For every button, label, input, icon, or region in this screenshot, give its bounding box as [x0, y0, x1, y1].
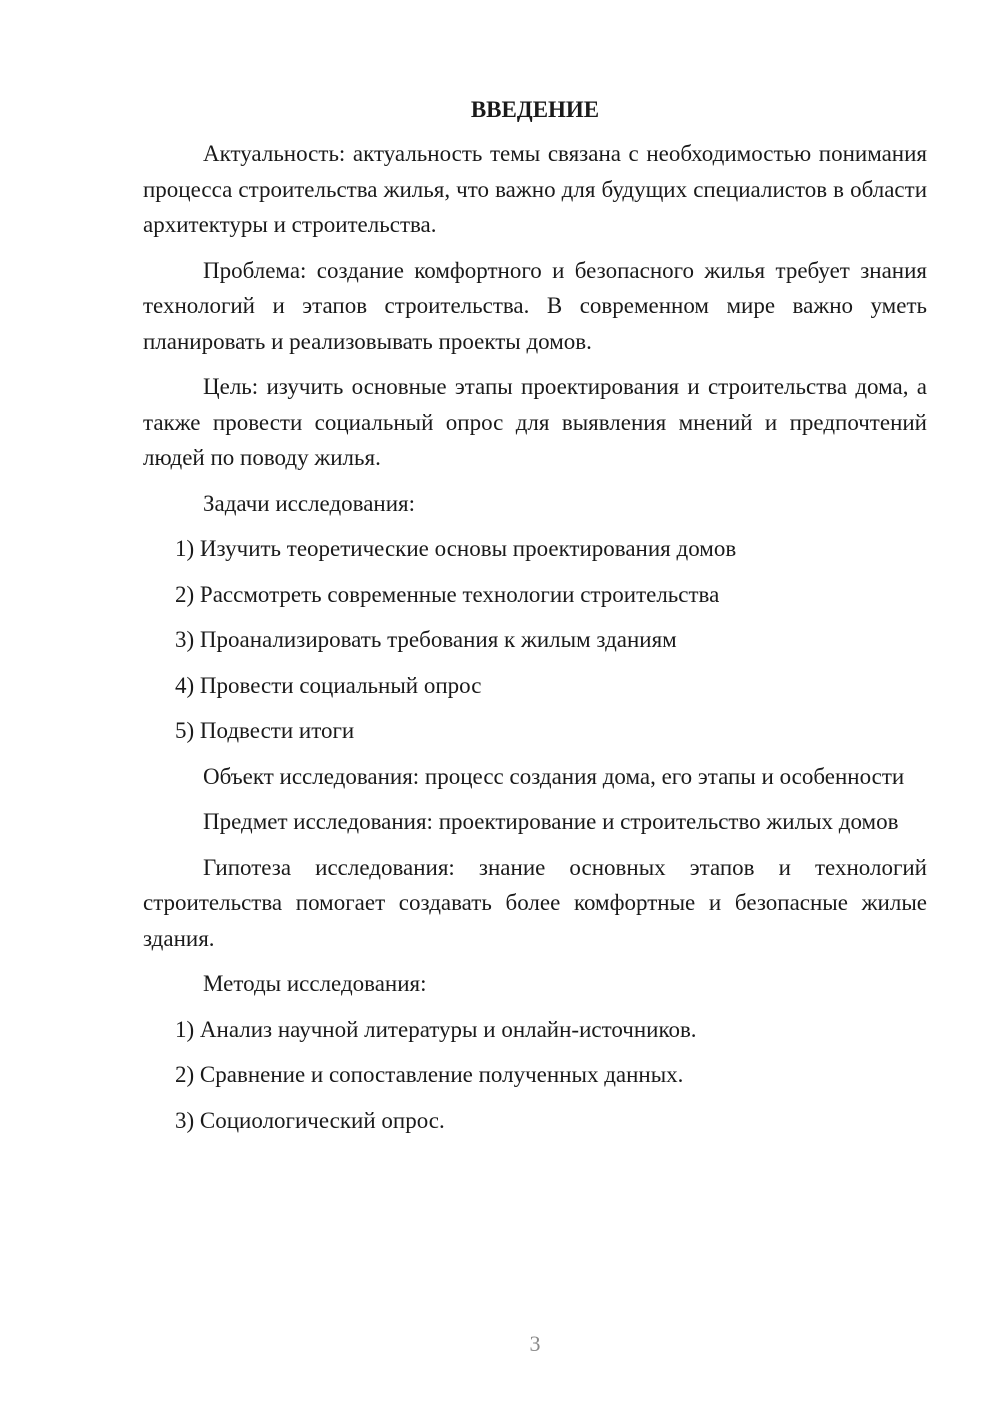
list-item: 4) Провести социальный опрос	[175, 672, 482, 698]
relevance-paragraph: Актуальность: актуальность темы связана с необходимостью понимания процесса строительства жилья, что важно для будущих специалистов в области архитектуры и строительства.	[143, 141, 927, 237]
tasks-heading: Задачи исследования:	[203, 490, 416, 516]
list-item: 2) Сравнение и сопоставление полученных данных.	[175, 1062, 684, 1087]
section-title: ВВЕДЕНИЕ	[470, 97, 600, 122]
page-content	[143, 92, 927, 1148]
tasks-list	[143, 531, 927, 749]
list-item: 3) Социологический опрос.	[175, 1107, 445, 1133]
subject-paragraph: Предмет исследования: проектирование и строительство жилых домов	[203, 809, 899, 834]
goal-paragraph: Цель: изучить основные этапы проектирования и строительства дома, а также провести социальный опрос для выявления мнений и предпочтений людей по поводу жилья.	[143, 374, 927, 470]
object-paragraph: Объект исследования: процесс создания дома, его этапы и особенности	[203, 763, 905, 789]
problem-paragraph: Проблема: создание комфортного и безопасного жилья требует знания технологий и этапов строительства. В современном мире важно уметь планировать и реализовывать проекты домов.	[143, 257, 927, 354]
list-item: 3) Проанализировать требования к жилым зданиям	[175, 627, 677, 652]
methods-list	[143, 1012, 927, 1139]
list-item: 2) Рассмотреть современные технологии строительства	[175, 581, 720, 607]
list-item: 1) Изучить теоретические основы проектирования домов	[175, 536, 737, 561]
list-item: 1) Анализ научной литературы и онлайн-источников.	[175, 1016, 697, 1042]
hypothesis-paragraph: Гипотеза исследования: знание основных этапов и технологий строительства помогает создавать более комфортные и безопасные жилые здания.	[143, 854, 927, 951]
methods-heading: Методы исследования:	[203, 971, 427, 996]
list-item: 5) Подвести итоги	[175, 718, 355, 743]
page-number: 3	[529, 1331, 541, 1356]
